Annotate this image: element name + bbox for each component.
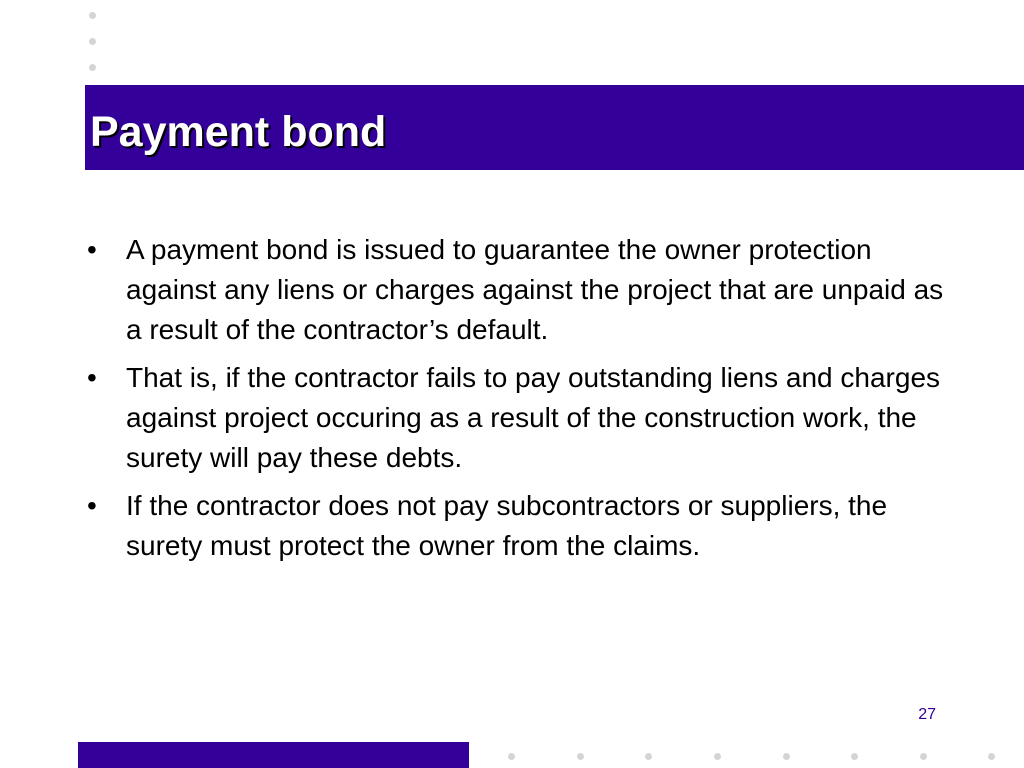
decorative-dot bbox=[89, 12, 96, 19]
decorative-dot bbox=[645, 753, 652, 760]
decorative-dot bbox=[508, 753, 515, 760]
decorative-dot bbox=[577, 753, 584, 760]
slide-title: Payment bond bbox=[90, 108, 387, 156]
page-number: 27 bbox=[918, 706, 936, 723]
bullet-list bbox=[86, 230, 966, 574]
decorative-dot bbox=[920, 753, 927, 760]
bullet-marker: • bbox=[87, 362, 97, 393]
decorative-dot bbox=[988, 753, 995, 760]
decorative-dot bbox=[89, 38, 96, 45]
bullet-item bbox=[86, 230, 966, 350]
bullet-text: A payment bond is issued to guarantee the owner protection against any liens or charges against the project that are unpaid as a result of the contractor’s default. bbox=[126, 234, 944, 345]
bullet-text: If the contractor does not pay subcontractors or suppliers, the surety must protect the owner from the claims. bbox=[126, 490, 888, 561]
bullet-text: That is, if the contractor fails to pay outstanding liens and charges against project occuring as a result of the construction work, the surety will pay these debts. bbox=[126, 362, 941, 473]
bullet-marker: • bbox=[87, 490, 97, 521]
decorative-dot bbox=[89, 64, 96, 71]
decorative-dot bbox=[851, 753, 858, 760]
decorative-dot bbox=[714, 753, 721, 760]
bullet-item bbox=[86, 358, 966, 478]
decorative-dot bbox=[783, 753, 790, 760]
bullet-item bbox=[86, 486, 966, 566]
footer-bar bbox=[78, 742, 469, 768]
bullet-marker: • bbox=[87, 234, 97, 265]
